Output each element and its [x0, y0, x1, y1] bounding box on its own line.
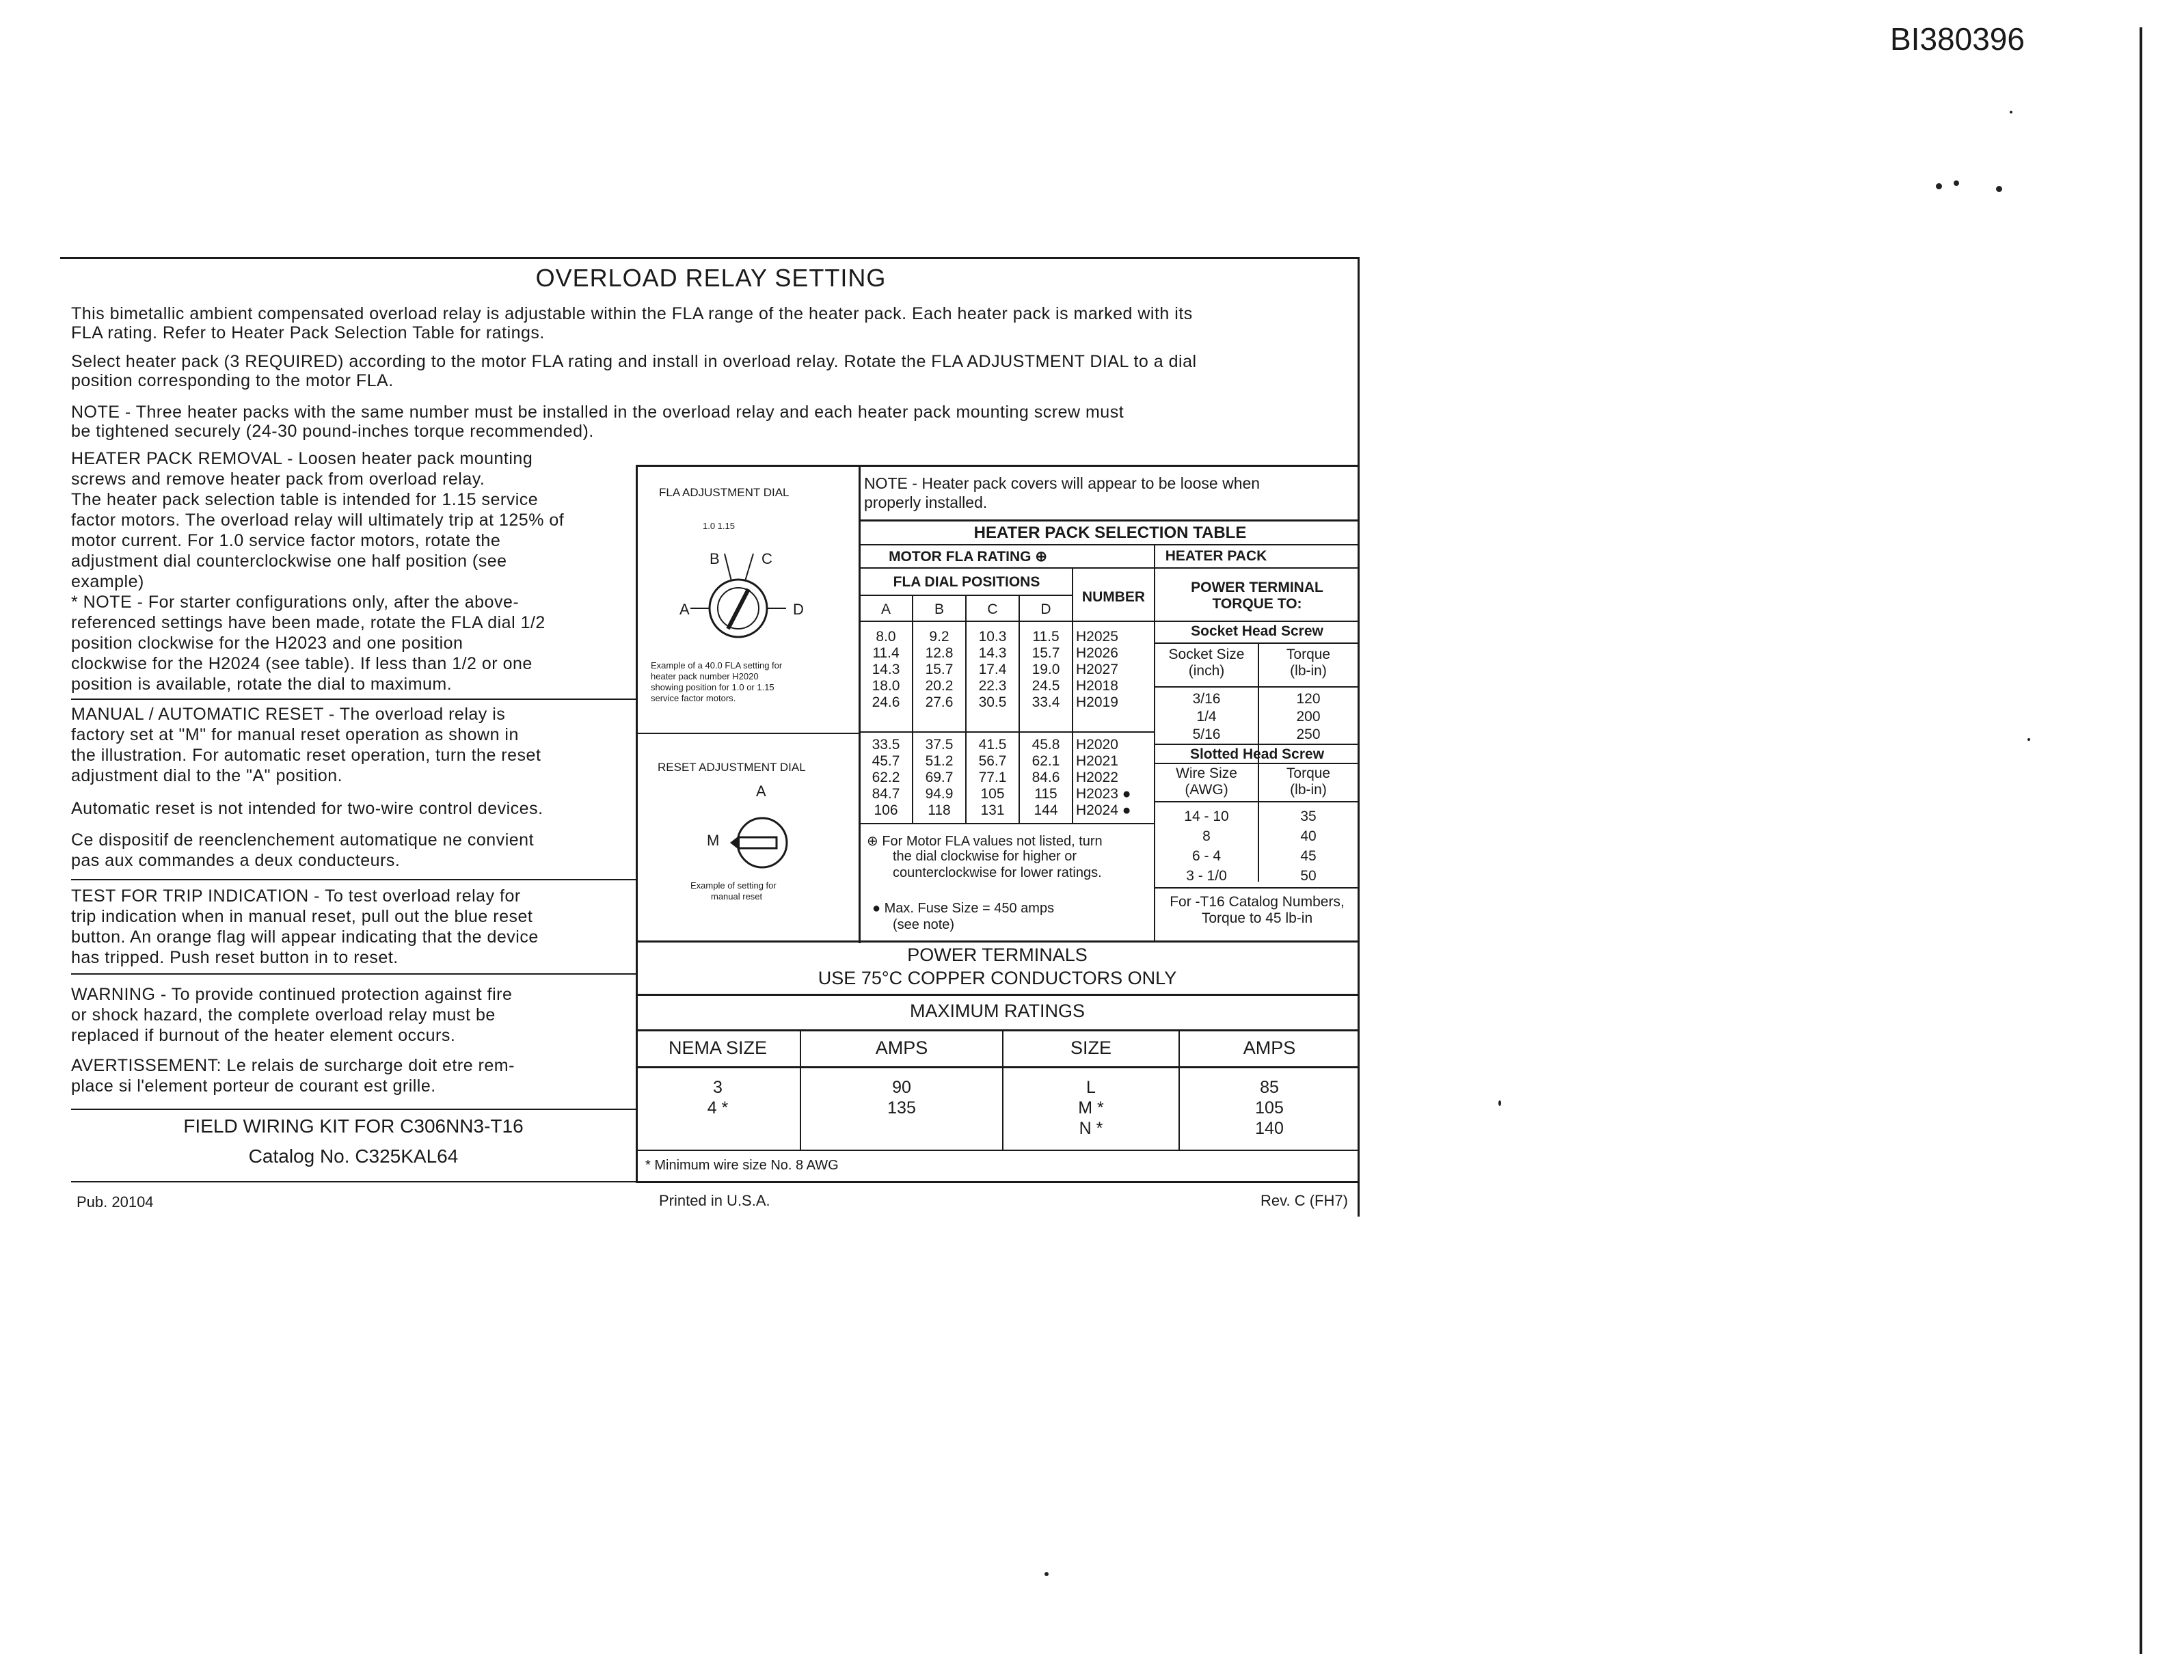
fla-factor-labels: 1.0 1.15	[703, 521, 735, 531]
removal-line: example)	[71, 572, 144, 591]
heater-table-title: HEATER PACK SELECTION TABLE	[973, 524, 1247, 542]
slotted-head-header: Slotted Head Screw	[1189, 746, 1325, 762]
covers-note: NOTE - Heater pack covers will appear to be loose when	[864, 474, 1260, 492]
wire-size-header: Wire Size (AWG)	[1176, 766, 1237, 798]
fla-col-b-group2: 37.5 51.2 69.7 94.9 118	[925, 737, 954, 818]
rule	[1154, 642, 1359, 644]
sizes: L M * N *	[1078, 1078, 1104, 1138]
rule	[1154, 887, 1359, 889]
intro-line: Select heater pack (3 REQUIRED) according to the motor FLA rating and install in overload relay. Rotate the FLA ADJUSTMENT DIAL to a dial	[71, 352, 1197, 371]
fla-dial-letter-d: D	[793, 601, 804, 618]
trip-line: has tripped. Push reset button in to reset.	[71, 948, 399, 967]
rule	[859, 823, 1154, 824]
printed-in: Printed in U.S.A.	[659, 1192, 770, 1209]
size-header: SIZE	[1070, 1038, 1111, 1058]
intro-line: position corresponding to the motor FLA.	[71, 371, 394, 390]
trip-line: trip indication when in manual reset, pull out the blue reset	[71, 907, 533, 926]
nema-amps: 90 135	[887, 1078, 916, 1117]
rule	[71, 879, 636, 880]
reset-dial-caption: manual reset	[711, 891, 763, 902]
scan-speck	[1936, 183, 1942, 189]
dial-box-divider	[636, 733, 860, 734]
reset-dial-label: RESET ADJUSTMENT DIAL	[658, 761, 806, 774]
fla-adjustment-dial-illustration	[663, 533, 813, 649]
amps-header-2: AMPS	[1243, 1038, 1296, 1058]
rule	[859, 519, 1359, 521]
fuse-footnote: (see note)	[893, 917, 955, 932]
rule	[1154, 744, 1359, 745]
page-title: OVERLOAD RELAY SETTING	[535, 264, 887, 292]
avertissement-line: AVERTISSEMENT: Le relais de surcharge doit etre rem-	[71, 1056, 515, 1075]
fla-dial-label: FLA ADJUSTMENT DIAL	[659, 486, 790, 499]
fla-footnote: the dial clockwise for higher or	[893, 849, 1077, 864]
covers-note: properly installed.	[864, 493, 988, 511]
fla-dial-letter-a: A	[679, 601, 690, 618]
nema-size-header: NEMA SIZE	[668, 1038, 768, 1058]
trip-line: TEST FOR TRIP INDICATION - To test overload relay for	[71, 886, 521, 906]
rule	[71, 699, 636, 700]
heater-number-group2: H2020 H2021 H2022 H2023 ● H2024 ●	[1076, 737, 1131, 818]
size-amps: 85 105 140	[1255, 1078, 1284, 1138]
fla-col-c-group1: 10.3 14.3 17.4 22.3 30.5	[978, 629, 1007, 710]
rule	[71, 973, 636, 975]
socket-sizes: 3/16 1/4 5/16	[1192, 691, 1221, 742]
avertissement-line: place si l'element porteur de courant est grille.	[71, 1076, 436, 1096]
rule	[636, 994, 1359, 996]
publication-number: Pub. 20104	[77, 1193, 154, 1210]
t16-torque-note: Torque to 45 lb-in	[1201, 910, 1313, 926]
fuse-footnote: ● Max. Fuse Size = 450 amps	[872, 901, 1055, 916]
fla-col-d-group2: 45.8 62.1 84.6 115 144	[1032, 737, 1060, 818]
socket-head-header: Socket Head Screw	[1191, 623, 1323, 639]
col-c-header: C	[987, 601, 998, 617]
removal-line: factor motors. The overload relay will ultimately trip at 125% of	[71, 511, 565, 530]
rule	[1154, 763, 1359, 764]
removal-line: HEATER PACK REMOVAL - Loosen heater pack mounting	[71, 449, 533, 468]
reset-line: adjustment dial to the "A" position.	[71, 766, 343, 785]
power-terminals-title: POWER TERMINALS	[907, 945, 1088, 965]
socket-torque-header: Torque (lb-in)	[1286, 647, 1331, 679]
torque-header: POWER TERMINAL	[1191, 580, 1323, 595]
col-b-header: B	[934, 601, 944, 617]
french-note-line: pas aux commandes a deux conducteurs.	[71, 851, 401, 870]
torque-header: TORQUE TO:	[1212, 596, 1302, 612]
fla-col-a-group2: 33.5 45.7 62.2 84.7 106	[872, 737, 900, 818]
fla-footnote: ⊕ For Motor FLA values not listed, turn	[867, 834, 1103, 849]
rule	[859, 731, 1154, 733]
frame-left-bottom	[71, 1181, 638, 1182]
scan-speck	[1044, 1572, 1049, 1576]
rule	[636, 1066, 1359, 1068]
removal-line: position clockwise for the H2023 and one position	[71, 634, 463, 653]
copper-conductors-note: USE 75°C COPPER CONDUCTORS ONLY	[818, 968, 1177, 988]
document-id: BI380396	[1890, 21, 2025, 57]
rule	[636, 1150, 1359, 1151]
number-header: NUMBER	[1081, 589, 1146, 605]
warning-line: replaced if burnout of the heater element occurs.	[71, 1026, 456, 1045]
fla-col-b-group1: 9.2 12.8 15.7 20.2 27.6	[925, 629, 954, 710]
col-d-header: D	[1040, 601, 1051, 617]
reset-line: MANUAL / AUTOMATIC RESET - The overload relay is	[71, 705, 506, 724]
removal-line: clockwise for the H2024 (see table). If less than 1/2 or one	[71, 654, 532, 673]
scan-speck	[2010, 111, 2012, 113]
fla-positions-header: FLA DIAL POSITIONS	[893, 574, 1040, 590]
rule	[1154, 801, 1359, 802]
heater-pack-header: HEATER PACK	[1165, 548, 1267, 564]
rule	[859, 567, 1359, 569]
removal-line: referenced settings have been made, rotate the FLA dial 1/2	[71, 613, 545, 632]
left-col-top-rule	[636, 465, 1359, 467]
scan-speck	[1498, 1100, 1501, 1106]
reset-dial-caption: Example of setting for	[690, 880, 777, 891]
fla-dial-caption: showing position for 1.0 or 1.15	[651, 682, 774, 692]
reset-dial-letter-a: A	[756, 783, 766, 800]
removal-line: motor current. For 1.0 service factor motors, rotate the	[71, 531, 501, 550]
max-ratings-title: MAXIMUM RATINGS	[910, 1001, 1085, 1021]
fla-dial-caption: Example of a 40.0 FLA setting for	[651, 660, 783, 670]
fla-col-c-group2: 41.5 56.7 77.1 105 131	[978, 737, 1007, 818]
t16-torque-note: For -T16 Catalog Numbers,	[1170, 894, 1345, 910]
page-edge-line	[2140, 27, 2142, 1654]
removal-line: The heater pack selection table is intended for 1.15 service	[71, 490, 539, 509]
removal-line: screws and remove heater pack from overload relay.	[71, 470, 485, 489]
intro-line: NOTE - Three heater packs with the same number must be installed in the overload relay and each heater pack mounting screw must	[71, 403, 1124, 422]
rule	[1072, 567, 1073, 823]
frame-top	[60, 257, 1359, 259]
rule	[859, 544, 1359, 545]
rule	[1154, 686, 1359, 688]
heater-number-group1: H2025 H2026 H2027 H2018 H2019	[1076, 629, 1118, 710]
amps-header-1: AMPS	[875, 1038, 928, 1058]
removal-line: * NOTE - For starter configurations only, after the above-	[71, 593, 520, 612]
warning-line: or shock hazard, the complete overload relay must be	[71, 1005, 496, 1025]
removal-line: position is available, rotate the dial to maximum.	[71, 675, 453, 694]
fla-col-d-group1: 11.5 15.7 19.0 24.5 33.4	[1032, 629, 1060, 710]
wiring-kit-title: FIELD WIRING KIT FOR C306NN3-T16	[183, 1115, 524, 1137]
motor-fla-header: MOTOR FLA RATING ⊕	[889, 549, 1047, 565]
revision: Rev. C (FH7)	[1260, 1192, 1348, 1209]
rule	[636, 1029, 1359, 1031]
reset-line: the illustration. For automatic reset operation, turn the reset	[71, 746, 541, 765]
socket-size-header: Socket Size (inch)	[1168, 647, 1245, 679]
removal-line: adjustment dial counterclockwise one half position (see	[71, 552, 507, 571]
wire-torques: 35 40 45 50	[1300, 809, 1317, 884]
reset-adjustment-dial-illustration	[725, 812, 800, 873]
scan-speck	[1954, 180, 1959, 186]
col-a-header: A	[880, 601, 891, 617]
min-wire-note: * Minimum wire size No. 8 AWG	[645, 1158, 839, 1173]
nema-sizes: 3 4 *	[707, 1078, 729, 1117]
rule	[859, 621, 1359, 622]
two-wire-note: Automatic reset is not intended for two-wire control devices.	[71, 799, 543, 818]
wiring-kit-catalog: Catalog No. C325KAL64	[248, 1146, 459, 1167]
fla-dial-caption: heater pack number H2020	[651, 671, 759, 681]
fla-dial-letter-c: C	[761, 550, 772, 567]
fla-col-a-group1: 8.0 11.4 14.3 18.0 24.6	[872, 629, 900, 710]
intro-line: be tightened securely (24-30 pound-inches torque recommended).	[71, 422, 594, 441]
rule	[71, 1109, 636, 1110]
intro-line: This bimetallic ambient compensated overload relay is adjustable within the FLA range of the heater pack. Each heater pack is marked with its	[71, 304, 1193, 323]
trip-line: button. An orange flag will appear indicating that the device	[71, 927, 539, 947]
fla-dial-letter-b: B	[710, 550, 720, 567]
scan-speck	[1996, 186, 2002, 192]
warning-line: WARNING - To provide continued protection against fire	[71, 985, 513, 1004]
wire-torque-header: Torque (lb-in)	[1286, 766, 1331, 798]
left-col-divider	[636, 465, 638, 1182]
french-note-line: Ce dispositif de reenclenchement automatique ne convient	[71, 830, 535, 850]
fla-dial-caption: service factor motors.	[651, 693, 736, 703]
scan-speck	[2027, 738, 2030, 741]
socket-torques: 120 200 250	[1296, 691, 1321, 742]
reset-line: factory set at "M" for manual reset operation as shown in	[71, 725, 519, 744]
rule	[636, 940, 1359, 943]
fla-footnote: counterclockwise for lower ratings.	[893, 865, 1102, 880]
intro-line: FLA rating. Refer to Heater Pack Selection Table for ratings.	[71, 323, 545, 342]
frame-bottom	[636, 1181, 1359, 1183]
wire-sizes: 14 - 10 8 6 - 4 3 - 1/0	[1184, 809, 1229, 884]
reset-dial-letter-m: M	[707, 832, 720, 849]
